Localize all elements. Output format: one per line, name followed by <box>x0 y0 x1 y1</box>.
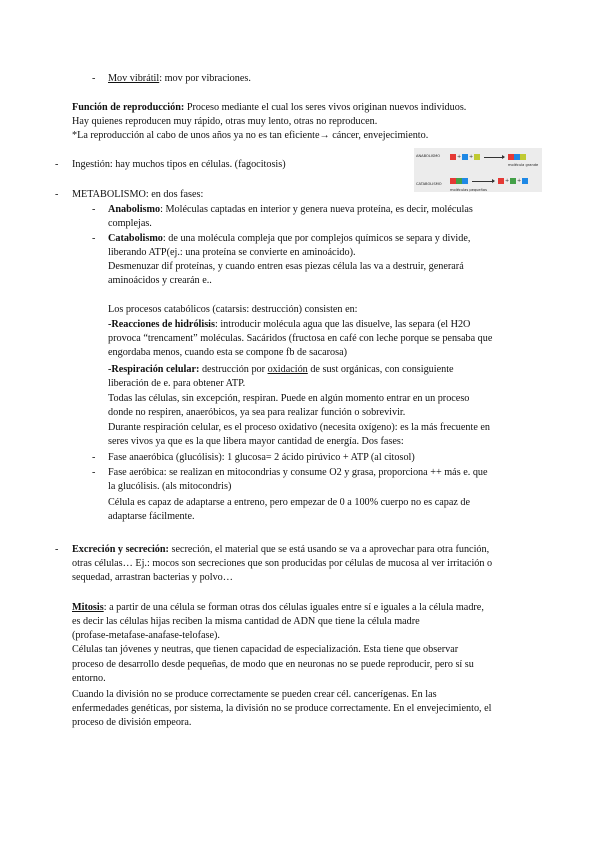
excrecion-line-2: otras células… Ej.: mocos son secreciones que son producidas por células de mucosa al ver irritación o <box>72 558 493 569</box>
plus-sign: + <box>469 154 474 160</box>
respiracion-line-4: donde no respiren, anaeróbicos, ya sea para realizar función o sobrevivir. <box>108 407 406 418</box>
hidrolisis-line-2: provoca “trencament” moléculas. Sacáridos (fructosa en café con leche porque se pensaba que <box>108 333 493 344</box>
molecule-block <box>474 154 480 160</box>
list-bullet: - <box>92 467 96 478</box>
metabolism-diagram <box>414 148 542 192</box>
respiracion-line-6: seres vivos ya que es la que libera mayor cantidad de energía. Dos fases: <box>108 436 404 447</box>
anabolismo-term: Anabolismo <box>108 204 161 215</box>
molecule-block <box>520 154 526 160</box>
fase-aerobica-line-2: la glucólisis. (als mitocondris) <box>108 481 232 492</box>
reproduccion-line-3: *La reproducción al cabo de unos años ya no es tan eficiente→ cáncer, envejecimiento. <box>72 130 429 141</box>
molecule-block <box>450 154 456 160</box>
catabolismo-text: : de una molécula compleja que por complejos químicos se separa y divide, <box>162 233 471 244</box>
anabolismo-line-1 <box>108 203 473 217</box>
plus-sign: + <box>505 178 510 184</box>
respiracion-line-2: liberación de e. para obtener ATP. <box>108 378 246 389</box>
hidrolisis-text: : introducir molécula agua que las disuelve, las separa (el H2O <box>214 319 471 330</box>
respiracion-text-b: de sust orgánicas, con consiguiente <box>307 364 454 375</box>
hidrolisis-line-1 <box>108 318 470 332</box>
list-bullet: - <box>92 204 96 215</box>
molecule-block <box>510 178 516 184</box>
mov-vibratil-line <box>108 72 251 86</box>
respiracion-line-1 <box>108 363 454 377</box>
excrecion-term: Excreción y secreción: <box>72 544 169 555</box>
respiracion-line-3: Todas las células, sin excepción, respiran. Puede en algún momento entrar en un proceso <box>108 393 470 404</box>
catabolismo-line-1 <box>108 232 470 246</box>
respiracion-term: -Respiración celular: <box>108 364 200 375</box>
diagram-label-anabolismo: ANABOLISMO <box>416 154 441 158</box>
diagram-caption-bottom: moléculas pequeñas <box>450 188 487 192</box>
list-bullet: - <box>55 159 59 170</box>
procesos-catabolicos: Los procesos catabólicos (catarsis: destrucción) consisten en: <box>108 304 358 315</box>
mitosis-text: : a partir de una célula se forman otras dos células iguales entre sí e iguales a la célula madre, <box>103 602 484 613</box>
plus-sign: + <box>457 154 462 160</box>
list-bullet: - <box>92 233 96 244</box>
excrecion-line-3: sequedad, arrastran bacterias y polvo… <box>72 572 233 583</box>
anabolismo-line-2: complejas. <box>108 218 152 229</box>
mitosis-line-4: Células tan jóvenes y neutras, que tienen capacidad de especialización. Esta tiene que observar <box>72 644 459 655</box>
mitosis-term: Mitosis <box>72 602 104 613</box>
reproduccion-text-1: Proceso mediante el cual los seres vivos originan nuevos individuos. <box>184 102 467 113</box>
mitosis-line-6: entorno. <box>72 673 106 684</box>
list-bullet: - <box>92 452 96 463</box>
mitosis-line-1 <box>72 601 484 615</box>
molecule-block <box>522 178 528 184</box>
catabolismo-line-3: Desmenuzar dif proteínas, y cuando entren esas piezas célula las va a destruir, generará <box>108 261 464 272</box>
fase-aerobica-line-1: Fase aeróbica: se realizan en mitocondrias y consume O2 y grasa, proporciona ++ más e. que <box>108 467 488 478</box>
mitosis-line-7: Cuando la división no se produce correctamente se pueden crear cél. cancerígenas. En las <box>72 689 437 700</box>
arrow-right <box>484 157 504 158</box>
catabolismo-line-2: liberando ATP(ej.: una proteína se convierte en aminoácido). <box>108 247 356 258</box>
oxidacion-term: oxidación <box>267 364 308 375</box>
reproduccion-term: Función de reproducción: <box>72 102 185 113</box>
reproduccion-line-2: Hay quienes reproducen muy rápido, otras muy lento, otras no reproducen. <box>72 116 378 127</box>
list-bullet: - <box>55 189 59 200</box>
respiracion-text-a: destrucción por <box>199 364 268 375</box>
fase-anaerobica: Fase anaeróbica (glucólisis): 1 glucosa= 2 ácido pirúvico + ATP (al citosol) <box>108 452 415 463</box>
list-bullet: - <box>92 73 96 84</box>
catabolismo-line-4: aminoácidos y crearán e.. <box>108 275 212 286</box>
diagram-label-catabolismo: CATABOLISMO <box>416 182 442 186</box>
respiracion-line-5: Durante respiración celular, es el proceso oxidativo (necesita oxígeno): es la más frecuente en <box>108 422 491 433</box>
metabolismo-title: METABOLISMO: en dos fases: <box>72 189 204 200</box>
mitosis-line-2: es decir las células hijas reciben la misma cantidad de ADN que tiene la célula madre <box>72 616 420 627</box>
mitosis-line-9: proceso de división empeora. <box>72 717 192 728</box>
catabolismo-term: Catabolismo <box>108 233 163 244</box>
anabolismo-text: : Moléculas captadas en interior y genera nueva proteína, es decir, moléculas <box>160 204 473 215</box>
adaptacion-line-2: adaptarse fácilmente. <box>108 511 195 522</box>
hidrolisis-line-3: engordaba menos, cuando esta se compone fb de sacarosa) <box>108 347 348 358</box>
mov-vibratil-term: Mov vibrátil <box>108 73 160 84</box>
mitosis-line-5: proceso de desarrollo desde pequeñas, de modo que en neuronas no se puede reproducir, pero sí su <box>72 659 474 670</box>
hidrolisis-term: -Reacciones de hidrólisis <box>108 319 215 330</box>
ingestion-line: Ingestión: hay muchos tipos en células. (fagocitosis) <box>72 159 286 170</box>
plus-sign: + <box>517 178 522 184</box>
molecule-block <box>462 178 468 184</box>
molecule-block <box>498 178 504 184</box>
mitosis-line-3: (profase-metafase-anafase-telofase). <box>72 630 220 641</box>
diagram-caption-top: molécula grande <box>508 163 539 167</box>
adaptacion-line-1: Célula es capaz de adaptarse a entreno, pero empezar de 0 a 100% cuerpo no es capaz de <box>108 497 471 508</box>
excrecion-line-1 <box>72 543 489 557</box>
mov-vibratil-text: : mov por vibraciones. <box>159 73 251 84</box>
excrecion-text: secreción, el material que se está usando se va a aprovechar para otra función, <box>168 544 490 555</box>
reproduccion-line-1 <box>72 101 466 115</box>
mitosis-line-8: enfermedades genéticas, por sistema, la división no se produce correctamente. En el envejecimiento, el <box>72 703 492 714</box>
arrow-right <box>472 181 494 182</box>
molecule-block <box>462 154 468 160</box>
list-bullet: - <box>55 544 59 555</box>
